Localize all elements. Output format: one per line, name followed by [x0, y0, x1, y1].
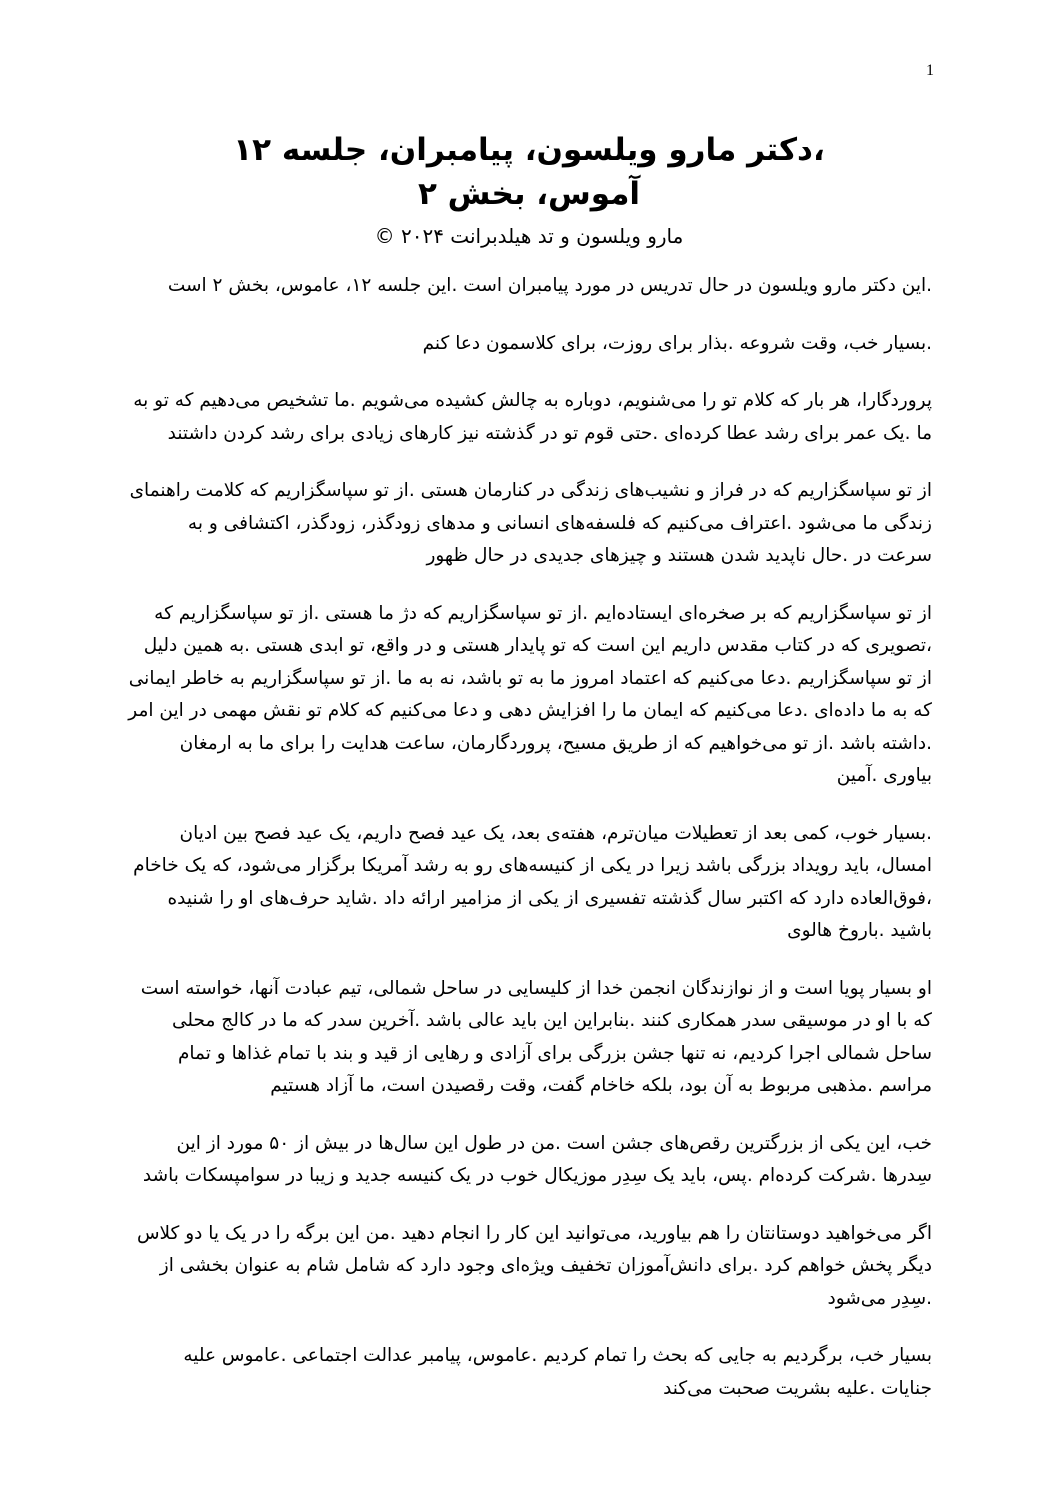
paragraph-worship-team: او بسیار پویا است و از نوازندگان انجمن خدا از کلیسایی در ساحل شمالی، تیم عبادت آنها، خواسته است که با او در موسیقی سدر همکاری کنند .بنابراین این باید عالی باشد .آخرین سدر که ما در کالج محلی ساحل شمالی اجرا کردیم، نه تنها جشن بزرگی برای آزادی و رهایی از قید و بند با تمام غذاها و تمام مراسم .مذهبی مربوط به آن بود، بلکه خاخام گفت، وقت رقصیدن است، ما آزاد هستیم — [140, 977, 932, 1096]
page-number: 1 — [926, 62, 934, 79]
paragraph-intro: .این دکتر مارو ویلسون در حال تدریس در مورد پیامبران است .این جلسه ۱۲، عاموس، بخش ۲ است — [167, 275, 932, 296]
paragraph-prayer-3: از تو سپاسگزاریم که بر صخره‌ای ایستاده‌ایم .از تو سپاسگزاریم که دژ ما هستی .از تو سپاسگزاریم که ،تصویری که در کتاب مقدس داریم این است که تو پایدار هستی و در واقع، تو ابدی هستی .به همین دلیل از تو سپاسگزاریم .دعا می‌کنیم که اعتماد امروز ما به تو باشد، نه به ما .از تو سپاسگزاریم به خاطر ایمانی که به ما داده‌ای .دعا می‌کنیم که ایمان ما را افزایش دهی و دعا می‌کنیم که کلام تو نقش مهمی در این امر .داشته باشد .از تو می‌خواهیم که از طریق مسیح، پروردگارمان، ساعت هدایت را برای ما به ارمغان بیاوری .آمین — [128, 602, 932, 786]
paragraph-start: .بسیار خب، وقت شروعه .بذار برای روزت، برای کلاسمون دعا کنم — [422, 332, 932, 354]
copyright-notice: مارو ویلسون و تد هیلدبرانت ۲۰۲۴ © — [374, 224, 684, 248]
paragraph-prayer-2: از تو سپاسگزاریم که در فراز و نشیب‌های زندگی در کنارمان هستی .از تو سپاسگزاریم که کلامت راهنمای زندگی ما می‌شود .اعتراف می‌کنیم که فلسفه‌های انسانی و مدهای زودگذر، زودگذر، اکتشافی و به سرعت در .حال ناپدید شدن هستند و چیزهای جدیدی در حال ظهور — [129, 480, 932, 566]
document-title-line-2: آموس، بخش ۲ — [417, 176, 641, 212]
document-header — [128, 128, 930, 252]
paragraph-amos: بسیار خب، برگردیم به جایی که بحث را تمام کردیم .عاموس، پیامبر عدالت اجتماعی .عاموس علیه جنایات .علیه بشریت صحبت می‌کند — [183, 1345, 932, 1399]
paragraph-seders: خب، این یکی از بزرگترین رقص‌های جشن است .من در طول این سال‌ها در بیش از ۵۰ مورد از این سِدرها .شرکت کرده‌ام .پس، باید یک سِدِر موزیکال خوب در یک کنیسه جدید و زیبا در سوامپسکات باشد — [142, 1132, 932, 1186]
paragraph-invite: اگر می‌خواهید دوستانتان را هم بیاورید، می‌توانید این کار را انجام دهید .من این برگه را در یک یا دو کلاس دیگر پخش خواهم کرد .برای دانش‌آموزان تخفیف ویژه‌ای وجود دارد که شامل شام به عنوان بخشی از .سِدِر می‌شود — [136, 1222, 932, 1309]
document-title-line-1: ،دکتر مارو ویلسون، پیامبران، جلسه ۱۲ — [233, 132, 825, 168]
paragraph-passover: .بسیار خوب، کمی بعد از تعطیلات میان‌ترم، هفته‌ی بعد، یک عید فصح داریم، یک عید فصح بین ادیان امسال، باید رویداد بزرگی باشد زیرا در یکی از کنیسه‌های رو به رشد آمریکا برگزار می‌شود، که یک خاخام ،فوق‌العاده دارد که اکتبر سال گذشته تفسیری از یکی از مزامیر ارائه داد .شاید حرف‌های او را شنیده باشید .باروخ هالوی — [133, 822, 932, 941]
paragraph-prayer-1: پروردگارا، هر بار که کلام تو را می‌شنویم، دوباره به چالش کشیده می‌شویم .ما تشخیص می‌دهیم که تو به ما .یک عمر برای رشد عطا کرده‌ای .حتی قوم تو در گذشته نیز کارهای زیادی برای رشد کردن داشتند — [133, 390, 932, 444]
document-body — [128, 270, 932, 1430]
